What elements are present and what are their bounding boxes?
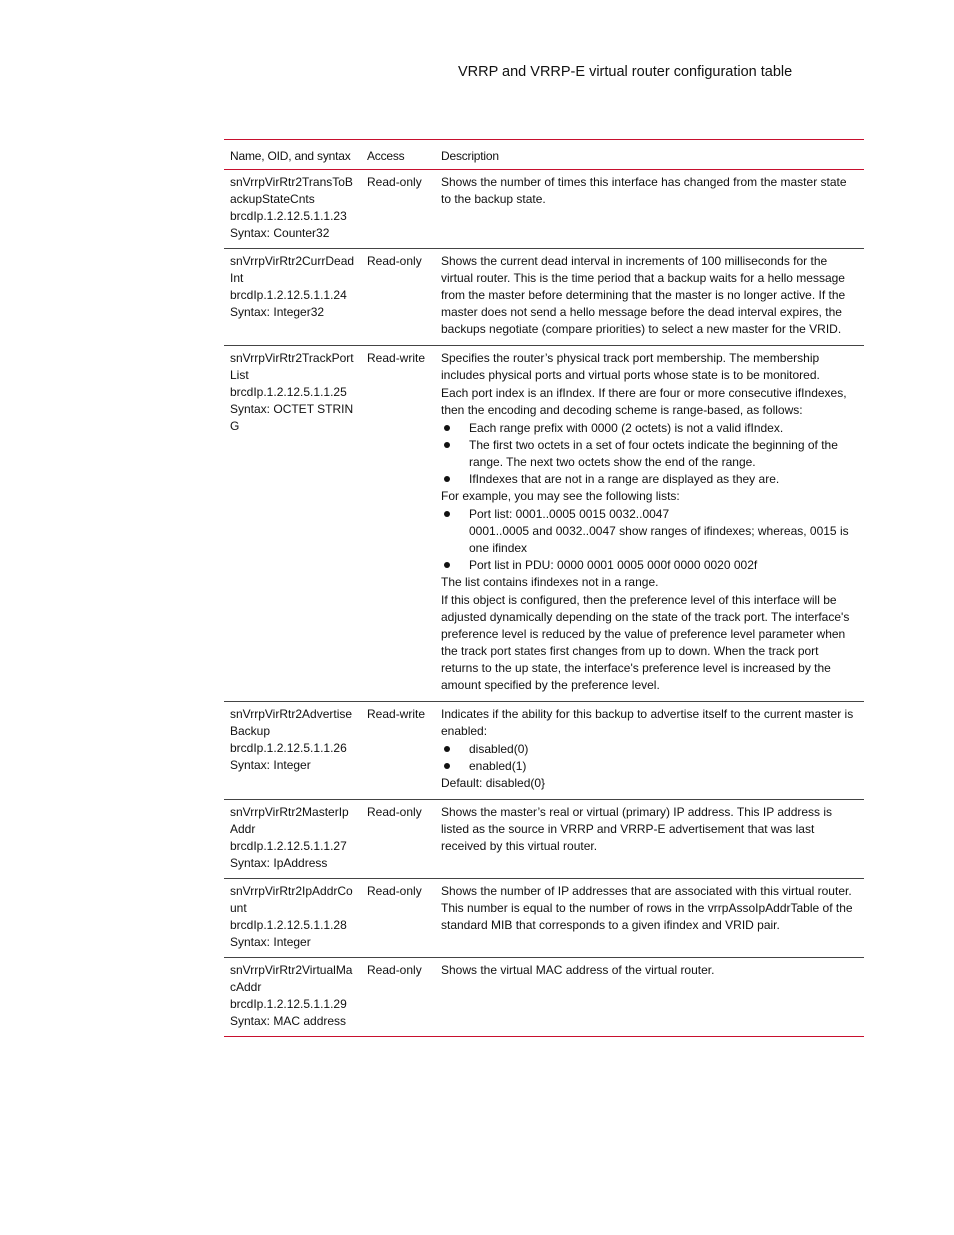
object-name: snVrrpVirRtr2AdvertiseBackup [230, 707, 353, 738]
cell-name-oid-syntax [224, 170, 361, 249]
bullet-text: Port list: 0001..0005 0015 0032..0047 [469, 507, 670, 521]
cell-access: Read-only [361, 958, 435, 1037]
bullet-item [441, 420, 858, 437]
object-syntax: Syntax: Counter32 [230, 226, 330, 240]
table-body [224, 170, 864, 1037]
table-row [224, 170, 864, 249]
bullet-icon [444, 511, 450, 517]
description-paragraph: The list contains ifindexes not in a range. [441, 575, 659, 589]
object-oid: brcdIp.1.2.12.5.1.1.24 [230, 288, 347, 302]
bullet-item [441, 758, 858, 775]
description-paragraph: Indicates if the ability for this backup to advertise itself to the current master is enabled: [441, 707, 854, 738]
bullet-icon [444, 746, 450, 752]
bullet-list [441, 741, 858, 775]
object-oid: brcdIp.1.2.12.5.1.1.28 [230, 918, 347, 932]
description-paragraph: Shows the master’s real or virtual (primary) IP address. This IP address is listed as the source in VRRP and VRRP-E advertisement that was last received by this virtual router. [441, 805, 833, 853]
cell-description [435, 702, 864, 800]
description-paragraph: Specifies the router’s physical track port membership. The membership includes physical ports and virtual ports whose state is to be monitored. [441, 351, 820, 382]
object-name: snVrrpVirRtr2TrackPortList [230, 351, 354, 382]
cell-name-oid-syntax [224, 702, 361, 800]
object-syntax: Syntax: MAC address [230, 1014, 347, 1028]
bullet-text: The first two octets in a set of four octets indicate the beginning of the range. The next two octets show the end of the range. [469, 438, 838, 469]
bullet-list [441, 420, 858, 488]
cell-name-oid-syntax [224, 249, 361, 346]
description-paragraph: Shows the current dead interval in increments of 100 milliseconds for the virtual router. This is the time period that a backup waits for a hello message from the master before determining that the master is no longer active. If the master does not send a hello message before the dead interval expires, the backups negotiate (compare priorities) to select a new master for the VRID. [441, 254, 846, 336]
bullet-icon [444, 562, 450, 568]
object-oid: brcdIp.1.2.12.5.1.1.23 [230, 209, 347, 223]
cell-name-oid-syntax [224, 346, 361, 702]
object-name: snVrrpVirRtr2TransToBackupStateCnts [230, 175, 353, 206]
table-header-row [224, 140, 864, 170]
bullet-icon [444, 442, 450, 448]
table-row [224, 702, 864, 800]
object-syntax: Syntax: IpAddress [230, 856, 328, 870]
cell-access: Read-write [361, 702, 435, 800]
description-paragraph: Shows the number of times this interface has changed from the master state to the backup state. [441, 175, 847, 206]
bullet-icon [444, 476, 450, 482]
description-paragraph: Shows the number of IP addresses that are associated with this virtual router. This number is equal to the number of rows in the vrrpAssoIpAddrTable of the standard MIB that corresponds to a given ifindex and VRID pair. [441, 884, 853, 932]
cell-name-oid-syntax [224, 800, 361, 879]
cell-description [435, 170, 864, 249]
description-paragraph: For example, you may see the following lists: [441, 489, 680, 503]
bullet-item [441, 557, 858, 574]
column-header-description: Description [435, 140, 864, 170]
bullet-text: enabled(1) [469, 759, 527, 773]
page-header-title: VRRP and VRRP-E virtual router configuration table [458, 64, 793, 80]
description-paragraph: Shows the virtual MAC address of the virtual router. [441, 963, 715, 977]
cell-description [435, 958, 864, 1037]
object-oid: brcdIp.1.2.12.5.1.1.29 [230, 997, 347, 1011]
cell-name-oid-syntax [224, 879, 361, 958]
description-paragraph: Each port index is an ifIndex. If there are four or more consecutive ifIndexes, then the encoding and decoding scheme is range-based, as follows: [441, 386, 847, 417]
cell-name-oid-syntax [224, 958, 361, 1037]
cell-description [435, 800, 864, 879]
cell-access: Read-only [361, 879, 435, 958]
cell-access: Read-only [361, 249, 435, 346]
table-row [224, 346, 864, 702]
cell-description [435, 249, 864, 346]
cell-access: Read-only [361, 800, 435, 879]
object-oid: brcdIp.1.2.12.5.1.1.25 [230, 385, 347, 399]
object-oid: brcdIp.1.2.12.5.1.1.27 [230, 839, 347, 853]
column-header-access: Access [361, 140, 435, 170]
object-name: snVrrpVirRtr2MasterIpAddr [230, 805, 349, 836]
object-syntax: Syntax: OCTET STRING [230, 402, 354, 433]
description-paragraph: If this object is configured, then the preference level of this interface will be adjusted dynamically depending on the state of the track port. The interface's preference level is reduced by the value of preference level parameter when the track port states first changes from up to down. When the track port returns to the up state, the interface's preference level is increased by the amount specified by the preference level. [441, 593, 850, 692]
bullet-list [441, 506, 858, 574]
bullet-icon [444, 763, 450, 769]
bullet-text: IfIndexes that are not in a range are displayed as they are. [469, 472, 780, 486]
object-name: snVrrpVirRtr2CurrDeadInt [230, 254, 355, 285]
column-header-name: Name, OID, and syntax [224, 140, 361, 170]
bullet-item [441, 506, 858, 557]
object-syntax: Syntax: Integer [230, 935, 311, 949]
bullet-text: Port list in PDU: 0000 0001 0005 000f 0000 0020 002f [469, 558, 758, 572]
bullet-text: disabled(0) [469, 742, 529, 756]
bullet-item [441, 471, 858, 488]
bullet-item [441, 437, 858, 471]
bullet-icon [444, 425, 450, 431]
table-row [224, 249, 864, 346]
cell-description [435, 346, 864, 702]
bullet-text: Each range prefix with 0000 (2 octets) is not a valid ifIndex. [469, 421, 784, 435]
cell-description [435, 879, 864, 958]
bullet-item [441, 741, 858, 758]
table-row [224, 879, 864, 958]
object-syntax: Syntax: Integer [230, 758, 311, 772]
table-row [224, 800, 864, 879]
mib-object-table [224, 139, 864, 1037]
description-paragraph: Default: disabled(0} [441, 776, 546, 790]
table-row [224, 958, 864, 1037]
cell-access: Read-only [361, 170, 435, 249]
cell-access: Read-write [361, 346, 435, 702]
bullet-subtext: 0001..0005 and 0032..0047 show ranges of ifindexes; whereas, 0015 is one ifindex [469, 524, 849, 555]
object-name: snVrrpVirRtr2VirtualMacAddr [230, 963, 353, 994]
object-oid: brcdIp.1.2.12.5.1.1.26 [230, 741, 347, 755]
object-name: snVrrpVirRtr2IpAddrCount [230, 884, 353, 915]
object-syntax: Syntax: Integer32 [230, 305, 325, 319]
